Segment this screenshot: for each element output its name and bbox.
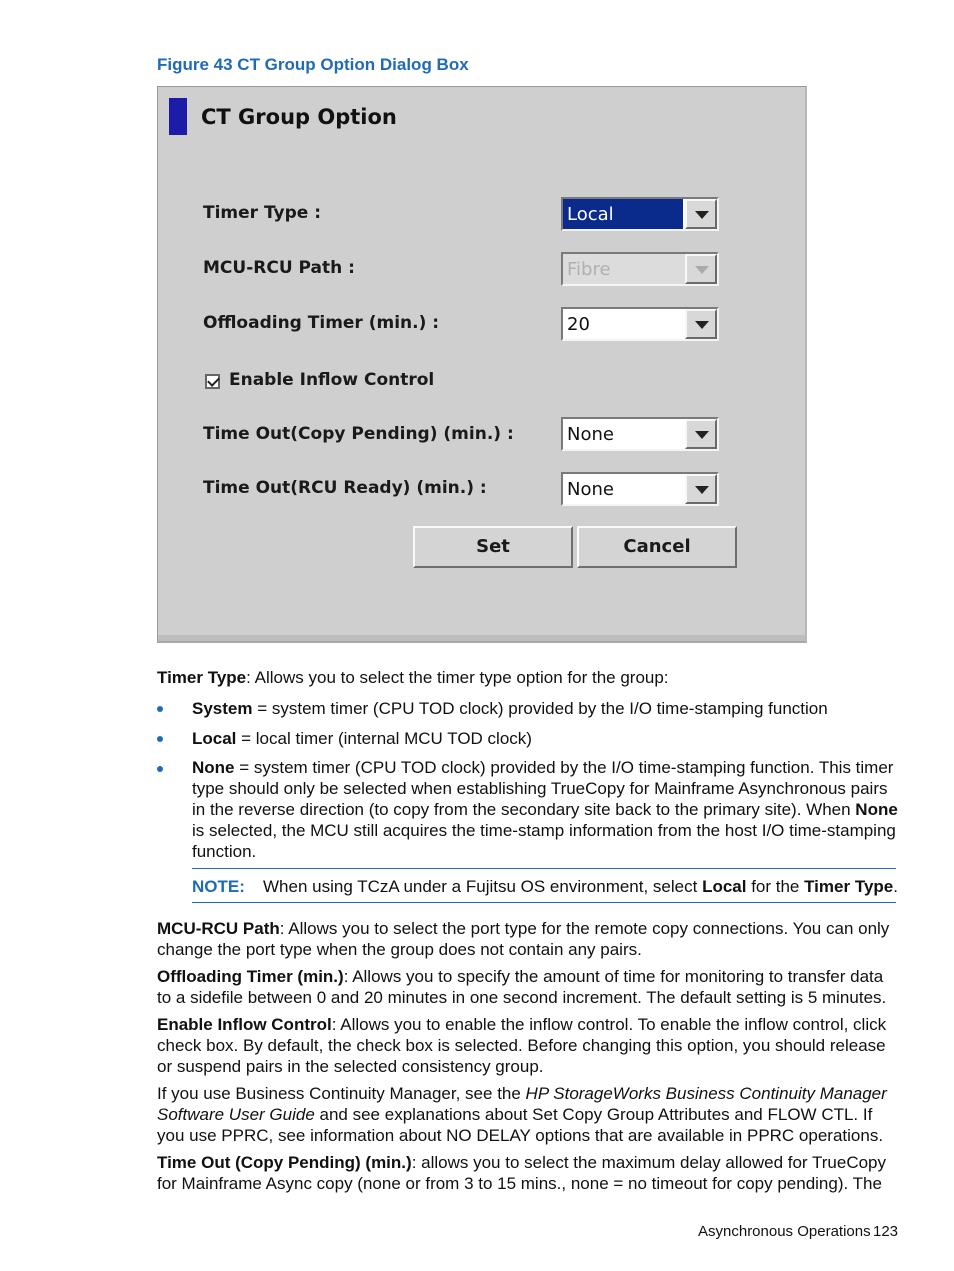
description: : Allows you to select the port type for the remote copy connections. You can only change the port type when the group does not contain any pairs. — [157, 919, 890, 959]
enable-inflow-paragraph — [157, 1014, 897, 1077]
figure-caption: Figure 43 CT Group Option Dialog Box — [157, 55, 469, 74]
note-bottom-rule — [192, 902, 896, 903]
offloading-timer-dropdown-button[interactable] — [685, 309, 717, 339]
description: : Allows you to specify the amount of time for monitoring to transfer data to a sidefile between 0 and 20 minutes in one second increment. The default setting is 5 minutes. — [157, 967, 887, 1007]
dialog-bottom-strip — [158, 635, 805, 641]
set-button[interactable]: Set — [413, 526, 573, 568]
mcu-rcu-path-value: Fibre — [567, 259, 611, 280]
term: Time Out (Copy Pending) (min.) — [157, 1153, 412, 1172]
timeout-copy-pending-value: None — [567, 424, 614, 445]
cancel-button[interactable]: Cancel — [577, 526, 737, 568]
term: System — [192, 699, 253, 718]
timeout-rcu-ready-value: None — [567, 479, 614, 500]
term: None — [192, 758, 235, 777]
guide-title: HP StorageWorks Business Continuity Manager Software User Guide — [157, 1084, 887, 1124]
bcm-paragraph — [157, 1083, 897, 1146]
offloading-timer-paragraph — [157, 966, 897, 1008]
note-term: Local — [702, 877, 747, 896]
offloading-timer-value: 20 — [567, 314, 590, 335]
timeout-copy-pending-dropdown-button[interactable] — [685, 419, 717, 449]
description: = local timer (internal MCU TOD clock) — [236, 729, 532, 748]
mcu-rcu-path-dropdown-button — [685, 254, 717, 284]
bullet-icon — [157, 766, 163, 772]
term: MCU-RCU Path — [157, 919, 280, 938]
bullet-local — [192, 728, 898, 749]
timer-type-label: Timer Type : — [203, 203, 322, 223]
bullet-icon — [157, 736, 163, 742]
footer-section: Asynchronous Operations — [698, 1223, 871, 1240]
note-fragment: When using TCzA under a Fujitsu OS environment, select — [263, 877, 703, 896]
enable-inflow-checkbox[interactable] — [205, 374, 220, 389]
timeout-paragraph — [157, 1152, 897, 1194]
timeout-rcu-ready-select[interactable] — [561, 472, 719, 506]
description: is selected, the MCU still acquires the time-stamp information from the host I/O time-stamping function. — [192, 821, 896, 861]
term: Enable Inflow Control — [157, 1015, 332, 1034]
bullet-none — [192, 757, 898, 862]
term: Timer Type — [157, 668, 247, 687]
timeout-copy-pending-label: Time Out(Copy Pending) (min.) : — [203, 424, 514, 444]
note-term: Timer Type — [804, 877, 894, 896]
timer-type-dropdown-button[interactable] — [685, 199, 717, 229]
term: Local — [192, 729, 237, 748]
description: : allows you to select the maximum delay allowed for TrueCopy for Mainframe Async copy (none or from 3 to 15 mins., none = no timeout for copy pending). The — [157, 1153, 887, 1193]
fragment: and see explanations about Set Copy Group Attributes and FLOW CTL. If you use PPRC, see information about NO DELAY options that are available in PPRC operations. — [157, 1105, 884, 1145]
timer-type-value: Local — [567, 204, 614, 225]
bullet-system — [192, 698, 898, 719]
fragment: If you use Business Continuity Manager, see the — [157, 1084, 526, 1103]
description: = system timer (CPU TOD clock) provided by the I/O time-stamping function — [252, 699, 828, 718]
bullet-icon — [157, 706, 163, 712]
chevron-down-icon — [695, 321, 709, 329]
mcu-rcu-path-paragraph — [157, 918, 897, 960]
term: None — [855, 800, 898, 819]
timer-type-paragraph — [157, 667, 897, 688]
chevron-down-icon — [695, 211, 709, 219]
note-fragment: for the — [746, 877, 805, 896]
description: = system timer (CPU TOD clock) provided by the I/O time-stamping function. This timer type should only be selected when establishing TrueCopy for Mainframe Asynchronous pairs in the reverse direction (to copy from the secondary site back to the primary site). When — [192, 758, 894, 819]
timeout-rcu-ready-dropdown-button[interactable] — [685, 474, 717, 504]
chevron-down-icon — [695, 431, 709, 439]
page-number: 123 — [873, 1223, 899, 1240]
mcu-rcu-path-select — [561, 252, 719, 286]
note-top-rule — [192, 868, 896, 869]
chevron-down-icon — [695, 266, 709, 274]
check-icon — [207, 374, 220, 387]
note-label: NOTE: — [192, 877, 245, 896]
timeout-rcu-ready-label: Time Out(RCU Ready) (min.) : — [203, 478, 487, 498]
offloading-timer-label: Offloading Timer (min.) : — [203, 313, 440, 333]
dialog-title: CT Group Option — [201, 105, 397, 129]
note-text — [263, 877, 903, 897]
note-fragment: . — [893, 877, 898, 896]
ct-group-option-dialog — [157, 86, 807, 643]
enable-inflow-label[interactable]: Enable Inflow Control — [229, 370, 435, 390]
term: Offloading Timer (min.) — [157, 967, 344, 986]
mcu-rcu-path-label: MCU-RCU Path : — [203, 258, 355, 278]
timer-type-select[interactable] — [561, 197, 719, 231]
offloading-timer-select[interactable] — [561, 307, 719, 341]
chevron-down-icon — [695, 486, 709, 494]
description: : Allows you to select the timer type option for the group: — [246, 668, 669, 687]
timeout-copy-pending-select[interactable] — [561, 417, 719, 451]
dialog-title-accent — [169, 98, 187, 135]
description: : Allows you to enable the inflow control. To enable the inflow control, click check box. By default, the check box is selected. Before changing this option, you should release or suspend pairs in the selected consistency group. — [157, 1015, 887, 1076]
